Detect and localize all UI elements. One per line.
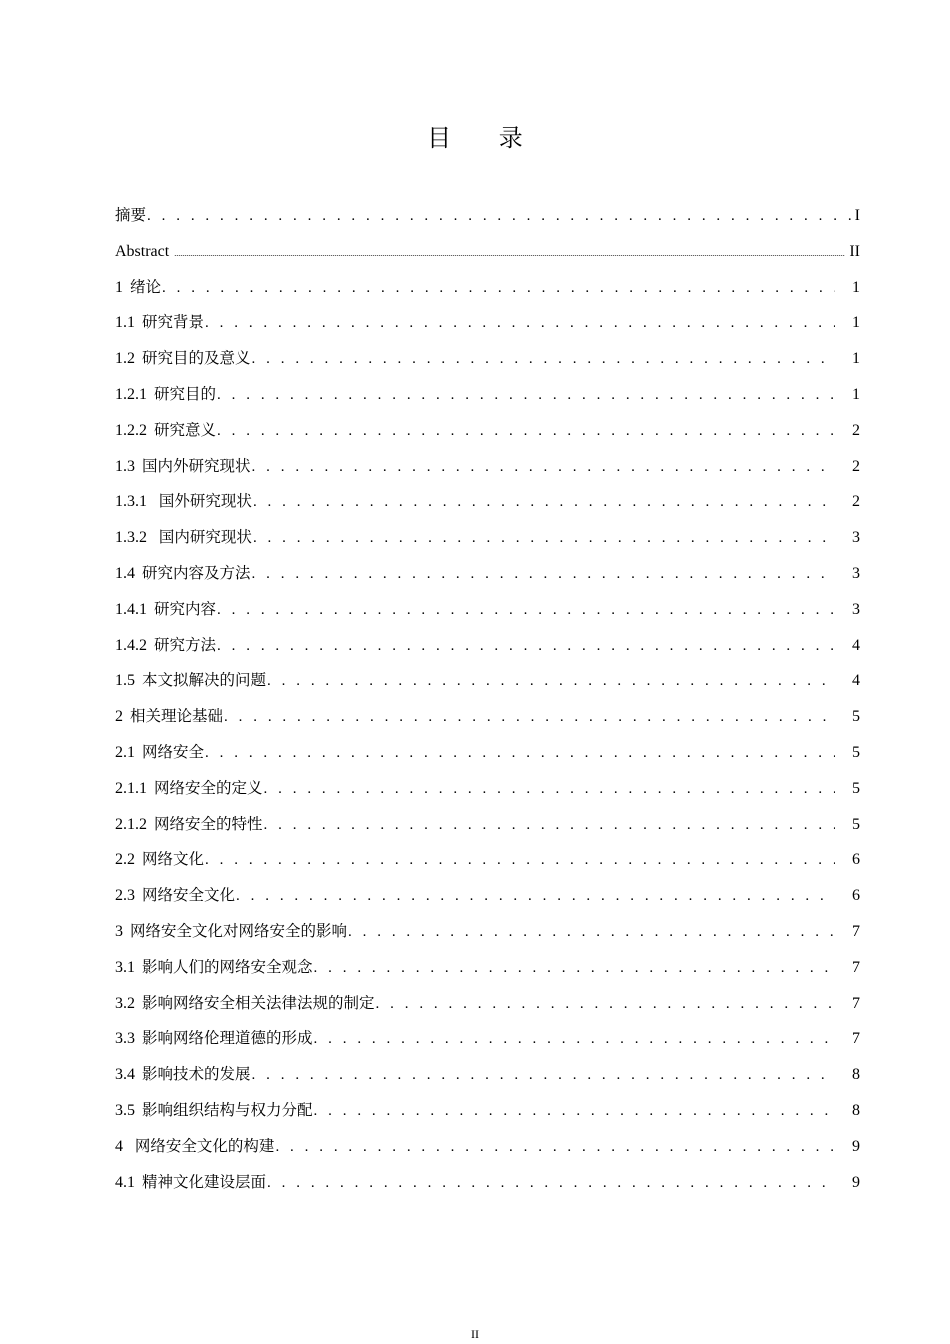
toc-entry[interactable] [115,950,860,986]
toc-entry-title: 精神文化建设层面 [142,1172,267,1191]
toc-dot-leader [314,951,835,987]
toc-entry-title: Abstract [115,242,174,260]
toc-entry-number: 3.4 [115,1066,135,1084]
toc-dot-leader [314,1094,835,1130]
page-title: 目 录 [427,124,543,152]
toc-dot-leader [217,378,835,414]
toc-entry-title: 网络安全的定义 [154,778,263,797]
toc-entry-number: 1.3.1 [115,493,147,511]
toc-entry[interactable] [115,413,860,449]
toc-entry-number: 2.1.1 [115,779,147,797]
toc-dot-leader [314,1022,835,1058]
toc-entry-title: 网络安全文化的构建 [130,1136,275,1155]
toc-entry-title: 摘要 [115,206,147,224]
toc-entry-title: 影响技术的发展 [142,1065,251,1084]
toc-entry-page-number: 1 [852,350,860,368]
toc-entry-number: 2.2 [115,851,135,869]
toc-entry-page-number: 5 [852,708,860,726]
toc-dot-leader [174,236,845,272]
toc-entry[interactable] [115,1129,860,1165]
toc-entry-number: 1.3 [115,457,135,475]
toc-dot-leader [205,306,835,342]
toc-entry-title: 研究内容 [154,599,217,618]
toc-entry-title: 网络安全 [142,742,205,761]
toc-entry[interactable] [115,914,860,950]
toc-entry[interactable] [115,520,860,556]
toc-entry[interactable] [115,556,860,592]
toc-dot-leader [217,414,835,450]
toc-entry-number: 1.4.2 [115,636,147,654]
toc-dot-leader [275,1130,835,1166]
toc-entry-number: 3 [115,922,123,940]
toc-entry[interactable] [115,735,860,771]
toc-entry-page-number: 3 [852,529,860,547]
toc-dot-leader [376,987,835,1023]
toc-entry-page-number: 3 [852,564,860,582]
toc-entry-title: 研究目的及意义 [142,349,251,368]
toc-entry-title: 研究意义 [154,420,217,439]
toc-dot-leader [147,199,851,235]
toc-entry-page-number: 2 [852,493,860,511]
toc-entry-page-number: II [849,242,860,260]
toc-entry-page-number: 6 [852,851,860,869]
toc-entry-title: 网络安全的特性 [154,814,263,833]
toc-entry-page-number: 3 [852,600,860,618]
toc-entry[interactable] [115,663,860,699]
toc-entry[interactable] [115,878,860,914]
toc-entry-number: 1.2 [115,350,135,368]
toc-entry-title: 研究方法 [154,635,217,654]
toc-entry-page-number: 5 [852,779,860,797]
toc-entry-number: 1.2.1 [115,385,147,403]
toc-dot-leader [264,772,835,808]
toc-entry-title: 研究背景 [142,313,205,332]
toc-entry-page-number: 7 [852,1030,860,1048]
toc-entry-number: 1.4.1 [115,600,147,618]
toc-entry-number: 2.1 [115,743,135,761]
toc-entry-number: 3.3 [115,1030,135,1048]
toc-entry[interactable] [115,842,860,878]
toc-entry-page-number: 1 [852,385,860,403]
toc-entry-title: 网络安全文化对网络安全的影响 [130,921,348,940]
toc-entry-title: 影响网络安全相关法律法规的制定 [142,993,375,1012]
toc-entry-page-number: 9 [852,1137,860,1155]
toc-entry-number: 3.1 [115,958,135,976]
toc-entry-page-number: 4 [852,672,860,690]
toc-entry[interactable] [115,377,860,413]
toc-entry-title: 国外研究现状 [154,492,252,511]
toc-entry[interactable] [115,1021,860,1057]
toc-entry-number: 2 [115,708,123,726]
toc-dot-leader [252,342,835,378]
toc-entry-page-number: 7 [852,994,860,1012]
toc-entry-title: 国内外研究现状 [142,456,251,475]
toc-dot-leader [205,736,835,772]
toc-dot-leader [252,450,835,486]
toc-entry-number: 2.1.2 [115,815,147,833]
toc-entry-number: 1.4 [115,564,135,582]
toc-entry[interactable] [115,986,860,1022]
toc-entry-page-number: 8 [852,1066,860,1084]
toc-entry[interactable] [115,234,860,270]
toc-dot-leader [224,700,835,736]
toc-entry-title: 研究目的 [154,384,217,403]
toc-entry-page-number: 1 [852,314,860,332]
toc-entry-title: 本文拟解决的问题 [142,671,267,690]
toc-entry[interactable] [115,270,860,306]
page-footer-number: II [471,1327,479,1341]
table-of-contents [115,198,860,1200]
toc-entry-title: 网络安全文化 [142,886,236,905]
toc-entry[interactable] [115,771,860,807]
toc-entry[interactable] [115,1057,860,1093]
toc-entry-page-number: 7 [852,922,860,940]
toc-entry[interactable] [115,484,860,520]
toc-entry-number: 1.5 [115,672,135,690]
toc-entry-page-number: 7 [852,958,860,976]
toc-entry[interactable] [115,699,860,735]
toc-dot-leader [267,1166,835,1202]
toc-dot-leader [236,879,835,915]
toc-entry-number: 4 [115,1137,123,1155]
toc-dot-leader [264,808,835,844]
toc-entry-title: 影响组织结构与权力分配 [142,1100,313,1119]
toc-entry[interactable] [115,1165,860,1201]
toc-entry-number: 1.2.2 [115,421,147,439]
toc-dot-leader [348,915,835,951]
toc-entry-number: 1.1 [115,314,135,332]
toc-entry[interactable] [115,807,860,843]
toc-entry-number: 4.1 [115,1173,135,1191]
toc-entry[interactable] [115,449,860,485]
toc-dot-leader [252,1058,835,1094]
toc-entry-title: 影响人们的网络安全观念 [142,957,313,976]
toc-dot-leader [253,521,835,557]
toc-dot-leader [253,485,835,521]
toc-dot-leader [217,593,835,629]
toc-entry-title: 研究内容及方法 [142,563,251,582]
toc-entry-title: 影响网络伦理道德的形成 [142,1029,313,1048]
toc-entry-number: 1 [115,278,123,296]
toc-entry-number: 3.5 [115,1101,135,1119]
toc-dot-leader [267,664,835,700]
toc-entry[interactable] [115,628,860,664]
toc-entry-page-number: 1 [852,278,860,296]
toc-entry-page-number: 4 [852,636,860,654]
toc-dot-leader [205,843,835,879]
toc-entry[interactable] [115,198,860,234]
toc-dot-leader [252,557,835,593]
toc-entry-number: 3.2 [115,994,135,1012]
toc-entry-page-number: 9 [852,1173,860,1191]
toc-entry-page-number: 5 [852,815,860,833]
toc-entry-page-number: 6 [852,887,860,905]
toc-dot-leader [217,629,835,665]
toc-entry[interactable] [115,1093,860,1129]
toc-entry[interactable] [115,341,860,377]
toc-entry-number: 1.3.2 [115,529,147,547]
toc-dot-leader [162,271,835,307]
toc-entry[interactable] [115,592,860,628]
toc-entry-page-number: 5 [852,743,860,761]
toc-entry-page-number: 2 [852,421,860,439]
toc-entry-title: 绪论 [130,277,162,296]
toc-entry-number: 2.3 [115,887,135,905]
toc-entry-title: 国内研究现状 [154,528,252,547]
toc-entry-page-number: I [854,207,860,224]
toc-entry-title: 相关理论基础 [130,707,224,726]
toc-entry-page-number: 8 [852,1101,860,1119]
toc-entry-page-number: 2 [852,457,860,475]
toc-entry[interactable] [115,305,860,341]
toc-entry-title: 网络文化 [142,850,205,869]
